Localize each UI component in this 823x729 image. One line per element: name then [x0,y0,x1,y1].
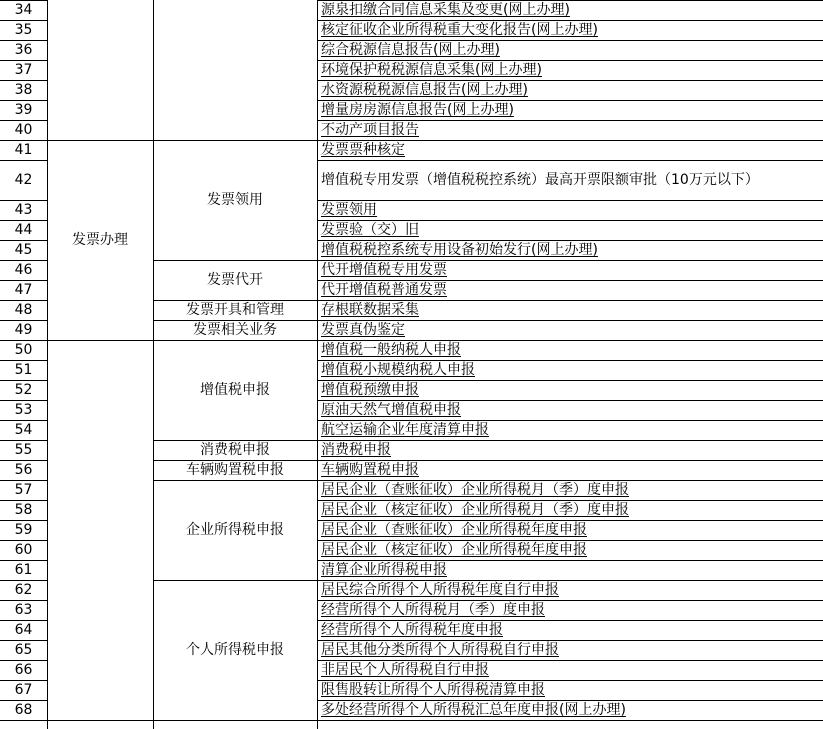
item-name-cell[interactable]: 非居民个人所得税自行申报 [321,662,489,678]
grid-hline [0,500,47,501]
grid-hline [0,380,47,381]
grid-hline [317,20,823,21]
grid-hline [153,260,317,261]
grid-hline [47,720,153,721]
grid-hline [317,240,823,241]
grid-hline [317,120,823,121]
grid-hline [317,100,823,101]
subcategory-cell[interactable]: 发票相关业务 [193,322,277,338]
grid-hline [0,280,47,281]
row-number-cell[interactable]: 53 [14,402,33,418]
grid-hline [317,460,823,461]
item-name-cell[interactable]: 车辆购置税申报 [321,462,419,478]
item-name-cell[interactable]: 环境保护税税源信息采集(网上办理) [321,62,542,78]
grid-hline [317,280,823,281]
subcategory-cell[interactable]: 消费税申报 [200,442,270,458]
row-number-cell[interactable]: 59 [14,522,33,538]
grid-hline [317,200,823,201]
grid-hline [153,440,317,441]
grid-hline [0,100,47,101]
item-name-cell[interactable]: 经营所得个人所得税年度申报 [321,622,503,638]
item-name-cell[interactable]: 居民综合所得个人所得税年度自行申报 [321,582,559,598]
grid-hline [317,720,823,721]
grid-hline [0,600,47,601]
row-number-cell[interactable]: 54 [14,422,33,438]
grid-hline [0,20,47,21]
grid-vline [153,0,154,729]
row-number-cell[interactable]: 64 [14,622,33,638]
grid-hline [317,140,823,141]
row-number-cell[interactable]: 47 [14,282,33,298]
grid-hline [317,360,823,361]
grid-hline [0,260,47,261]
row-number-cell[interactable]: 67 [14,682,33,698]
row-number-cell[interactable]: 57 [14,482,33,498]
item-name-cell[interactable]: 消费税申报 [321,442,391,458]
row-number-cell[interactable]: 35 [14,22,33,38]
row-number-cell[interactable]: 51 [14,362,33,378]
grid-hline [317,500,823,501]
row-number-cell[interactable]: 55 [14,442,33,458]
grid-hline [47,340,153,341]
grid-hline [0,220,47,221]
grid-hline [317,160,823,161]
item-name-cell[interactable]: 限售股转让所得个人所得税清算申报 [321,682,545,698]
grid-hline [317,600,823,601]
item-name-cell[interactable]: 存根联数据采集 [321,302,419,318]
grid-hline [153,480,317,481]
grid-hline [317,520,823,521]
grid-hline [0,580,47,581]
grid-hline [0,560,47,561]
item-name-cell[interactable]: 多处经营所得个人所得税汇总年度申报(网上办理) [321,702,626,718]
grid-hline [317,620,823,621]
item-name-cell[interactable]: 增量房房源信息报告(网上办理) [321,102,514,118]
grid-hline [153,300,317,301]
grid-hline [0,80,47,81]
grid-hline [47,140,153,141]
row-number-cell[interactable]: 61 [14,562,33,578]
row-number-cell[interactable]: 36 [14,42,33,58]
grid-hline [0,240,47,241]
row-number-cell[interactable]: 49 [14,322,33,338]
subcategory-cell[interactable]: 车辆购置税申报 [186,462,284,478]
row-number-cell[interactable]: 43 [14,202,33,218]
grid-hline [317,220,823,221]
grid-hline [0,120,47,121]
grid-hline [153,340,317,341]
grid-hline [0,200,47,201]
grid-hline [317,380,823,381]
grid-hline [0,640,47,641]
grid-hline [317,480,823,481]
grid-hline [317,560,823,561]
grid-hline [317,40,823,41]
grid-hline [0,60,47,61]
grid-hline [0,540,47,541]
grid-hline [0,140,47,141]
row-number-cell[interactable]: 40 [14,122,33,138]
item-name-cell[interactable]: 居民企业（查账征收）企业所得税年度申报 [321,522,587,538]
item-name-cell[interactable]: 发票领用 [321,202,377,218]
item-name-cell[interactable]: 不动产项目报告 [321,122,419,138]
grid-hline [0,160,47,161]
subcategory-cell[interactable]: 发票开具和管理 [186,302,284,318]
grid-hline [0,320,47,321]
row-number-cell[interactable]: 45 [14,242,33,258]
item-name-cell[interactable]: 增值税小规模纳税人申报 [321,362,475,378]
item-name-cell[interactable]: 综合税源信息报告(网上办理) [321,42,500,58]
subcategory-cell[interactable]: 企业所得税申报 [186,522,284,538]
item-name-cell[interactable]: 水资源税税源信息报告(网上办理) [321,82,528,98]
grid-hline [0,720,47,721]
category-cell[interactable] [47,340,153,720]
item-name-cell[interactable]: 发票验（交）旧 [321,222,419,238]
subcategory-cell[interactable] [153,0,317,140]
item-name-cell[interactable]: 核定征收企业所得税重大变化报告(网上办理) [321,22,598,38]
category-cell[interactable] [47,0,153,140]
grid-hline [0,420,47,421]
subcategory-cell[interactable]: 发票领用 [207,192,263,208]
item-name-cell[interactable]: 居民企业（核定征收）企业所得税月（季）度申报 [321,502,629,518]
category-cell[interactable]: 发票办理 [72,232,128,248]
grid-hline [0,480,47,481]
row-number-cell[interactable]: 63 [14,602,33,618]
grid-hline [153,320,317,321]
grid-hline [317,660,823,661]
row-number-cell[interactable]: 56 [14,462,33,478]
item-name-cell[interactable]: 代开增值税专用发票 [321,262,447,278]
item-name-cell[interactable]: 清算企业所得税申报 [321,562,447,578]
grid-hline [317,440,823,441]
grid-hline [0,700,47,701]
row-number-cell[interactable]: 38 [14,82,33,98]
grid-hline [153,720,317,721]
grid-hline [0,660,47,661]
grid-hline [0,0,47,1]
row-number-cell[interactable]: 41 [14,142,33,158]
item-name-cell[interactable]: 居民企业（核定征收）企业所得税年度申报 [321,542,587,558]
row-number-cell[interactable]: 65 [14,642,33,658]
grid-hline [317,580,823,581]
grid-hline [153,460,317,461]
subcategory-cell[interactable]: 发票代开 [207,272,263,288]
row-number-cell[interactable]: 50 [14,342,33,358]
grid-hline [0,40,47,41]
grid-hline [317,300,823,301]
grid-hline [317,700,823,701]
grid-hline [317,80,823,81]
row-number-cell[interactable]: 66 [14,662,33,678]
grid-hline [0,340,47,341]
item-name-cell[interactable]: 原油天然气增值税申报 [321,402,461,418]
row-number-cell[interactable]: 37 [14,62,33,78]
item-name-cell[interactable]: 发票票种核定 [321,142,405,158]
grid-hline [317,680,823,681]
item-name-cell[interactable]: 增值税税控系统专用设备初始发行(网上办理) [321,242,598,258]
grid-hline [0,620,47,621]
grid-hline [0,400,47,401]
item-name-cell[interactable]: 居民其他分类所得个人所得税自行申报 [321,642,559,658]
subcategory-cell[interactable]: 增值税申报 [200,382,270,398]
grid-hline [0,460,47,461]
item-name-cell[interactable]: 居民企业（查账征收）企业所得税月（季）度申报 [321,482,629,498]
row-number-cell[interactable]: 39 [14,102,33,118]
row-number-cell[interactable]: 34 [14,2,33,18]
grid-hline [0,440,47,441]
grid-hline [317,60,823,61]
grid-hline [0,680,47,681]
grid-hline [317,260,823,261]
grid-hline [317,540,823,541]
grid-hline [0,300,47,301]
grid-hline [317,320,823,321]
item-name-cell[interactable]: 代开增值税普通发票 [321,282,447,298]
row-number-cell[interactable]: 42 [14,172,33,188]
row-number-cell[interactable]: 52 [14,382,33,398]
grid-hline [317,0,823,1]
row-number-cell[interactable]: 62 [14,582,33,598]
grid-vline [47,0,48,729]
grid-hline [317,340,823,341]
item-name-cell[interactable]: 增值税专用发票（增值税税控系统）最高开票限额审批（10万元以下） [321,172,759,188]
row-number-cell[interactable]: 60 [14,542,33,558]
row-number-cell[interactable]: 46 [14,262,33,278]
grid-hline [317,400,823,401]
item-name-cell[interactable]: 增值税预缴申报 [321,382,419,398]
item-name-cell[interactable]: 航空运输企业年度清算申报 [321,422,489,438]
subcategory-cell[interactable]: 个人所得税申报 [186,642,284,658]
grid-hline [153,580,317,581]
grid-hline [153,140,317,141]
item-name-cell[interactable]: 发票真伪鉴定 [321,322,405,338]
grid-hline [317,640,823,641]
grid-hline [0,360,47,361]
row-number-cell[interactable]: 44 [14,222,33,238]
grid-hline [0,520,47,521]
item-name-cell[interactable]: 源泉扣缴合同信息采集及变更(网上办理) [321,2,570,18]
item-name-cell[interactable]: 经营所得个人所得税月（季）度申报 [321,602,545,618]
row-number-cell[interactable]: 48 [14,302,33,318]
item-name-cell[interactable]: 增值税一般纳税人申报 [321,342,461,358]
grid-hline [317,420,823,421]
row-number-cell[interactable]: 68 [14,702,33,718]
row-number-cell[interactable]: 58 [14,502,33,518]
